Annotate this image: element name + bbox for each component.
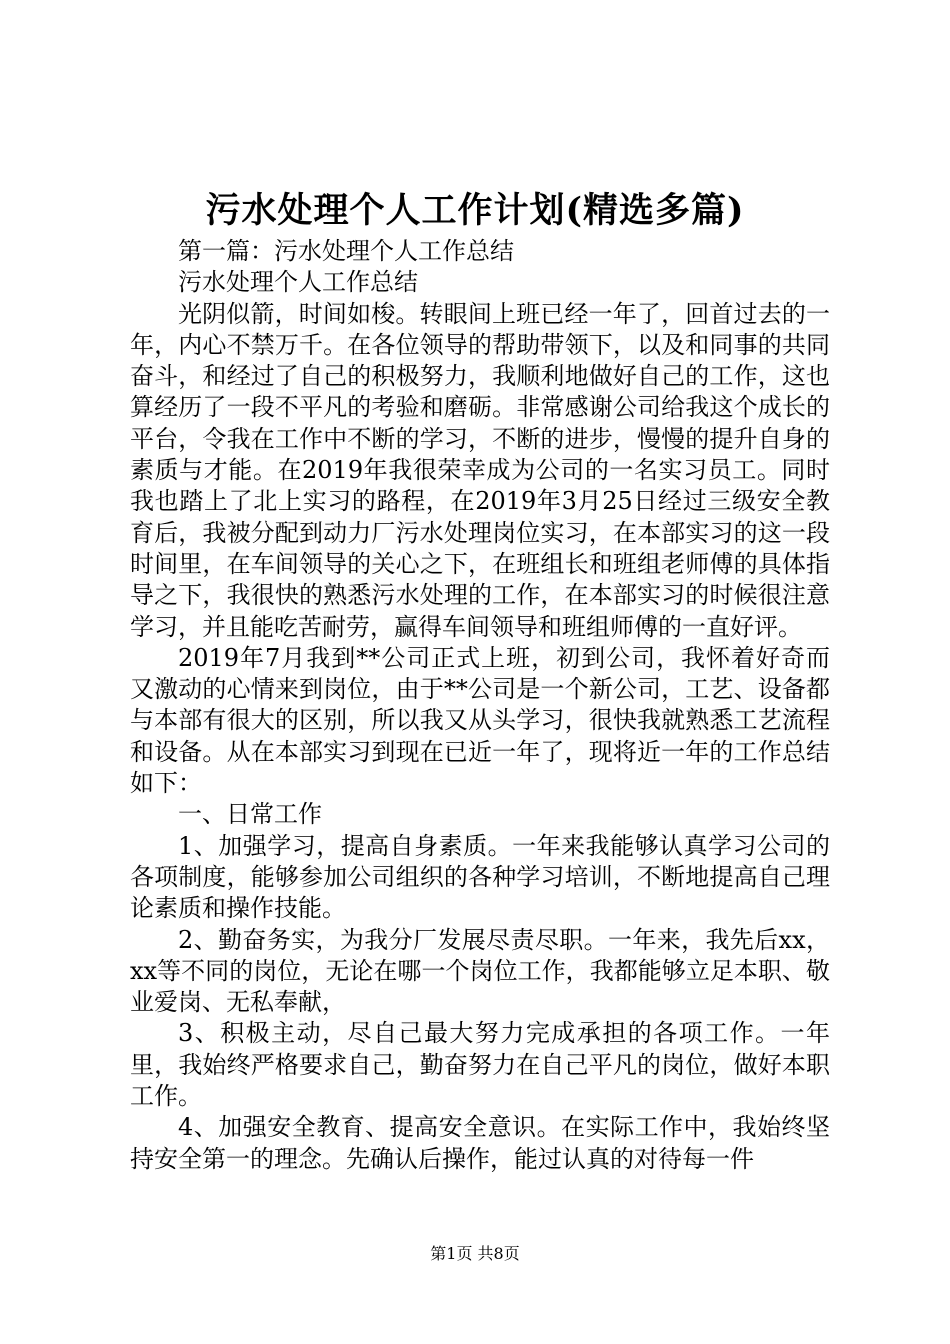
- page-footer: 第1页 共8页: [430, 1244, 520, 1263]
- body-paragraph: 光阴似箭，时间如梭。转眼间上班已经一年了，回首过去的一年，内心不禁万千。在各位领导的帮助带领下，以及和同事的共同奋斗，和经过了自己的积极努力，我顺利地做好自己的工作，这也算经历了一段不平凡的考验和磨砺。非常感谢公司给我这个成长的平台，令我在工作中不断的学习，不断的进步，慢慢的提升自身的素质与才能。在2019年我很荣幸成为公司的一名实习员工。同时我也踏上了北上实习的路程，在2019年3月25日经过三级安全教育后，我被分配到动力厂污水处理岗位实习，在本部实习的这一段时间里，在车间领导的关心之下，在班组长和班组老师傅的具体指导之下，我很快的熟悉污水处理的工作，在本部实习的时候很注意学习，并且能吃苦耐劳，赢得车间领导和班组师傅的一直好评。: [130, 299, 830, 641]
- list-item: 3、积极主动，尽自己最大努力完成承担的各项工作。一年里，我始终严格要求自己，勤奋努力在自己平凡的岗位，做好本职工作。: [130, 1019, 830, 1111]
- section-heading: 第一篇：污水处理个人工作总结: [178, 237, 514, 265]
- document-title: 污水处理个人工作计划(精选多篇): [205, 190, 745, 231]
- list-item: 2、勤奋务实，为我分厂发展尽责尽职。一年来，我先后xx，xx等不同的岗位，无论在哪一个岗位工作，我都能够立足本职、敬业爱岗、无私奉献，: [130, 925, 830, 1017]
- document-body: [130, 236, 830, 1175]
- body-paragraph: 2019年7月我到**公司正式上班，初到公司，我怀着好奇而又激动的心情来到岗位，由于**公司是一个新公司，工艺、设备都与本部有很大的区别，所以我又从头学习，很快我就熟悉工艺流程和设备。从在本部实习到现在已近一年了，现将近一年的工作总结如下：: [130, 643, 830, 798]
- list-heading: 一、日常工作: [178, 800, 322, 829]
- list-item: 4、加强安全教育、提高安全意识。在实际工作中，我始终坚持安全第一的理念。先确认后操作，能过认真的对待每一件: [130, 1113, 830, 1173]
- subsection-heading: 污水处理个人工作总结: [178, 268, 418, 297]
- list-item: 1、加强学习，提高自身素质。一年来我能够认真学习公司的各项制度，能够参加公司组织的各种学习培训，不断地提高自己理论素质和操作技能。: [130, 831, 830, 923]
